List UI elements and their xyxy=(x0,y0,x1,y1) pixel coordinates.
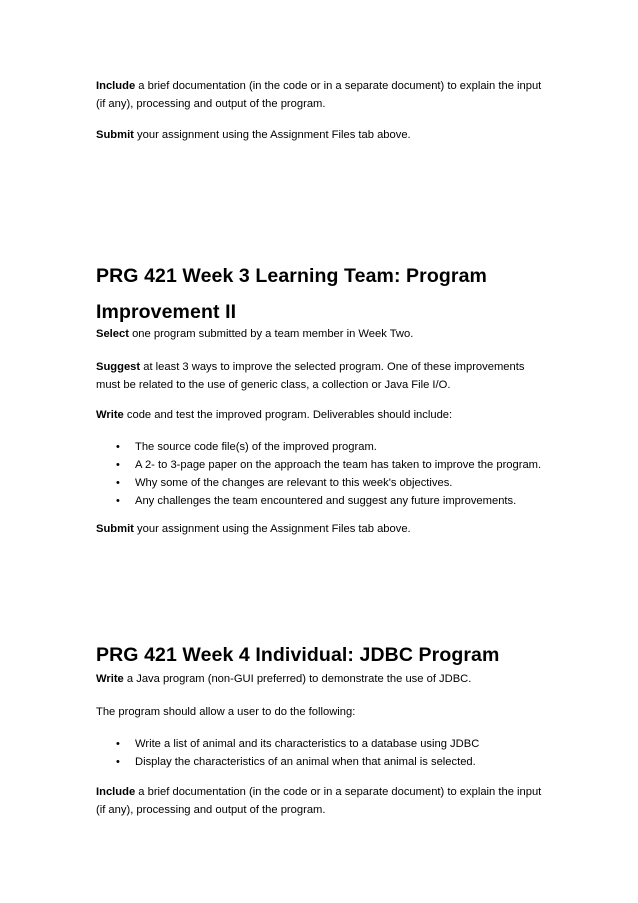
submit-keyword: Submit xyxy=(96,523,134,535)
submit-text: your assignment using the Assignment Files tab above. xyxy=(133,129,411,141)
select-text: one program submitted by a team member in Week Two. xyxy=(128,328,414,340)
list-item-text: Write a list of animal and its characteristics to a database using JDBC xyxy=(135,738,480,750)
submit-paragraph-week3 xyxy=(96,520,556,538)
week3-heading-line1: PRG 421 Week 3 Learning Team: Program xyxy=(96,265,487,287)
suggest-paragraph xyxy=(96,358,556,394)
select-keyword: Select xyxy=(96,328,129,340)
bullet-icon: • xyxy=(116,738,120,750)
select-paragraph xyxy=(96,325,556,343)
week4-heading: PRG 421 Week 4 Individual: JDBC Program xyxy=(96,644,500,666)
include-paragraph-week4 xyxy=(96,783,556,819)
write-java-paragraph xyxy=(96,670,556,688)
write-text: a Java program (non-GUI preferred) to demonstrate the use of JDBC. xyxy=(123,673,472,685)
list-item-text: Display the characteristics of an animal when that animal is selected. xyxy=(135,756,476,768)
suggest-text-line2: must be related to the use of generic class, a collection or Java File I/O. xyxy=(96,379,451,391)
program-allow-paragraph: The program should allow a user to do the following: xyxy=(96,706,356,718)
bullet-icon: • xyxy=(116,441,120,453)
list-item xyxy=(96,456,541,474)
submit-keyword: Submit xyxy=(96,129,134,141)
write-paragraph xyxy=(96,406,556,424)
week3-heading-line2: Improvement II xyxy=(96,301,237,323)
list-item xyxy=(96,735,479,753)
program-features-list xyxy=(96,735,479,771)
include-keyword: Include xyxy=(96,80,136,92)
include-text-line1: a brief documentation (in the code or in a separate document) to explain the input xyxy=(135,786,542,798)
list-item xyxy=(96,474,541,492)
include-paragraph-top xyxy=(96,77,556,113)
list-item-text: Any challenges the team encountered and suggest any future improvements. xyxy=(135,495,517,507)
include-text-line1: a brief documentation (in the code or in a separate document) to explain the input xyxy=(135,80,542,92)
bullet-icon: • xyxy=(116,459,120,471)
bullet-icon: • xyxy=(116,756,120,768)
include-keyword: Include xyxy=(96,786,136,798)
list-item-text: A 2- to 3-page paper on the approach the team has taken to improve the program. xyxy=(135,459,542,471)
submit-text: your assignment using the Assignment Files tab above. xyxy=(133,523,411,535)
list-item-text: The source code file(s) of the improved program. xyxy=(135,441,377,453)
include-text-line2: (if any), processing and output of the program. xyxy=(96,98,326,110)
bullet-icon: • xyxy=(116,495,120,507)
suggest-keyword: Suggest xyxy=(96,361,141,373)
suggest-text-line1: at least 3 ways to improve the selected program. One of these improvements xyxy=(140,361,525,373)
write-text: code and test the improved program. Deliverables should include: xyxy=(123,409,453,421)
list-item xyxy=(96,492,541,510)
include-text-line2: (if any), processing and output of the program. xyxy=(96,804,326,816)
write-keyword: Write xyxy=(96,673,124,685)
list-item xyxy=(96,438,541,456)
list-item xyxy=(96,753,479,771)
submit-paragraph-top xyxy=(96,126,556,144)
list-item-text: Why some of the changes are relevant to this week's objectives. xyxy=(135,477,453,489)
deliverables-list xyxy=(96,438,541,510)
week3-heading xyxy=(96,258,487,330)
write-keyword: Write xyxy=(96,409,124,421)
bullet-icon: • xyxy=(116,477,120,489)
